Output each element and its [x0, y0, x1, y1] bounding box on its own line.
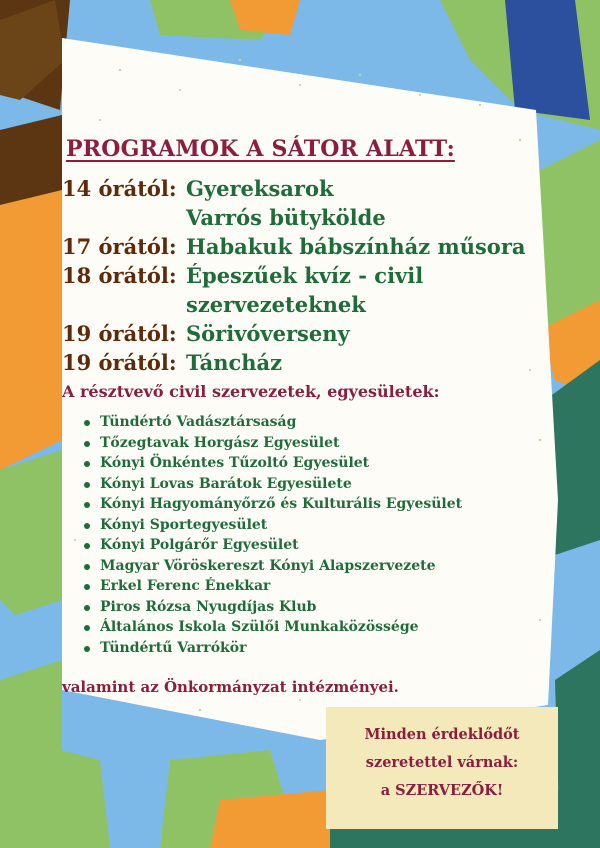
schedule-activities — [186, 232, 526, 261]
schedule — [62, 174, 542, 377]
schedule-row — [62, 232, 542, 261]
orgs-title: A résztvevő civil szervezetek, egyesületek: — [62, 382, 440, 401]
org-name: Magyar Vöröskereszt Kónyi Alapszervezete — [100, 557, 436, 574]
org-name: Piros Rózsa Nyugdíjas Klub — [100, 598, 317, 615]
org-name: Kónyi Lovas Barátok Egyesülete — [100, 475, 352, 492]
bullet-icon — [84, 646, 90, 652]
bullet-icon — [84, 543, 90, 549]
invitation-box — [326, 707, 558, 829]
institutions-note: valamint az Önkormányzat intézményei. — [62, 678, 399, 696]
schedule-time: 14 órától: — [62, 176, 177, 201]
bullet-icon — [84, 564, 90, 570]
org-name: Kónyi Sportegyesület — [100, 516, 268, 533]
schedule-row — [62, 261, 542, 319]
schedule-activity: Épeszűek kvíz - civil — [186, 263, 424, 288]
bullet-icon — [84, 482, 90, 488]
org-name: Kónyi Önkéntes Tűzoltó Egyesület — [100, 455, 370, 471]
orgs-list — [84, 412, 554, 658]
schedule-activity: szervezeteknek — [186, 292, 366, 317]
schedule-activity: Habakuk bábszínház műsora — [186, 234, 526, 259]
org-name: Általános Iskola Szülői Munkaközössége — [100, 619, 419, 635]
schedule-time: 18 órától: — [62, 263, 177, 288]
schedule-activity: Táncház — [186, 350, 283, 375]
schedule-activities — [186, 174, 386, 232]
bullet-icon — [84, 502, 90, 508]
org-name: Erkel Ferenc Énekkar — [100, 578, 271, 594]
bullet-icon — [84, 584, 90, 590]
org-name: Kónyi Hagyományőrző és Kulturális Egyesület — [100, 496, 463, 512]
org-name: Tündértó Vadásztársaság — [100, 414, 297, 430]
bullet-icon — [84, 523, 90, 529]
list-item — [84, 412, 554, 433]
bullet-icon — [84, 461, 90, 467]
schedule-activities — [186, 319, 350, 348]
list-item — [84, 576, 554, 597]
org-name: Kónyi Polgárőr Egyesület — [100, 537, 299, 553]
schedule-activity: Gyereksarok — [186, 176, 334, 201]
list-item — [84, 535, 554, 556]
invitation-line: szeretettel várnak: — [365, 754, 519, 771]
schedule-row — [62, 174, 542, 232]
bullet-icon — [84, 605, 90, 611]
list-item — [84, 617, 554, 638]
schedule-activities — [186, 261, 423, 319]
schedule-row — [62, 319, 542, 348]
schedule-time: 19 órától: — [62, 321, 177, 346]
schedule-time: 19 órától: — [62, 350, 177, 375]
schedule-activity: Varrós bütykölde — [186, 205, 386, 230]
list-item — [84, 433, 554, 454]
bullet-icon — [84, 625, 90, 631]
list-item — [84, 515, 554, 536]
schedule-row — [62, 348, 542, 377]
list-item — [84, 638, 554, 659]
list-item — [84, 453, 554, 474]
bullet-icon — [84, 420, 90, 426]
bullet-icon — [84, 441, 90, 447]
org-name: Tündértű Varrókör — [100, 639, 247, 656]
invitation-line: a SZERVEZŐK! — [380, 782, 504, 799]
invitation-line: Minden érdeklődőt — [364, 726, 520, 743]
list-item — [84, 474, 554, 495]
list-item — [84, 556, 554, 577]
schedule-activities — [186, 348, 282, 377]
schedule-time: 17 órától: — [62, 234, 177, 259]
list-item — [84, 597, 554, 618]
org-name: Tőzegtavak Horgász Egyesület — [100, 434, 340, 451]
list-item — [84, 494, 554, 515]
schedule-activity: Sörivóverseny — [186, 321, 350, 346]
page-title: PROGRAMOK A SÁTOR ALATT: — [66, 136, 455, 162]
